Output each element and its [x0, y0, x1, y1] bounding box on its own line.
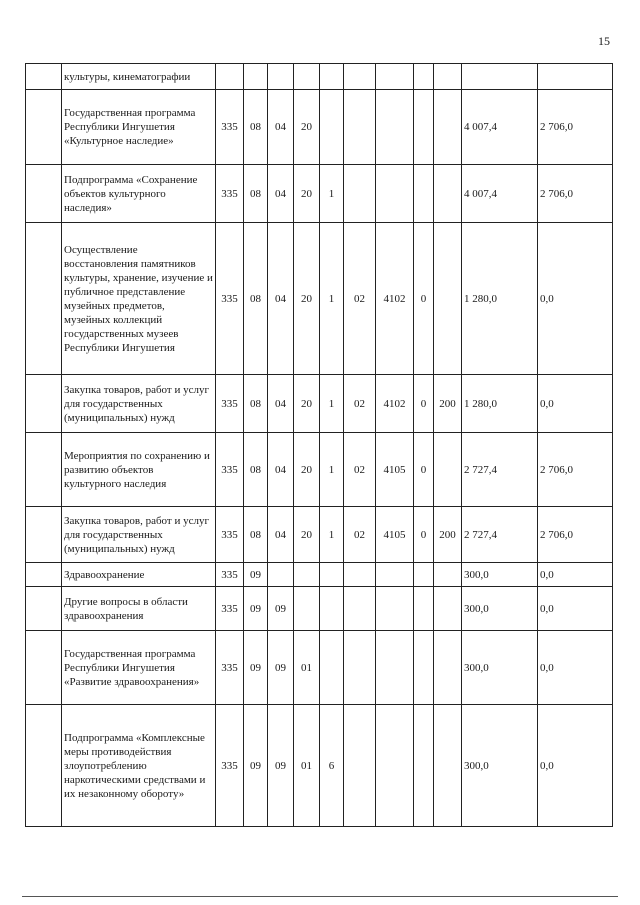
code-cell [376, 705, 414, 827]
code-cell: 02 [344, 223, 376, 375]
code-cell [376, 165, 414, 223]
code-cell [344, 705, 376, 827]
code-cell: 09 [244, 631, 268, 705]
amount-cell: 300,0 [462, 705, 538, 827]
code-cell [268, 64, 294, 90]
code-cell [344, 64, 376, 90]
amount-cell-2 [538, 64, 613, 90]
code-cell [294, 587, 320, 631]
table-row [26, 375, 613, 433]
code-cell: 335 [216, 563, 244, 587]
code-cell: 20 [294, 165, 320, 223]
code-cell: 4105 [376, 507, 414, 563]
code-cell: 01 [294, 631, 320, 705]
code-cell [376, 631, 414, 705]
code-cell: 04 [268, 165, 294, 223]
code-cell: 0 [414, 223, 434, 375]
code-cell: 08 [244, 375, 268, 433]
amount-cell-2: 0,0 [538, 587, 613, 631]
code-cell [414, 587, 434, 631]
amount-cell: 1 280,0 [462, 223, 538, 375]
code-cell [434, 223, 462, 375]
code-cell [320, 64, 344, 90]
code-cell [434, 165, 462, 223]
code-cell: 335 [216, 507, 244, 563]
row-name: Мероприятия по сохранению и развитию объектов культурного наследия [62, 433, 216, 507]
code-cell [434, 631, 462, 705]
code-cell [434, 433, 462, 507]
code-cell: 20 [294, 223, 320, 375]
row-name: Закупка товаров, работ и услуг для государственных (муниципальных) нужд [62, 375, 216, 433]
code-cell [320, 563, 344, 587]
table-row [26, 64, 613, 90]
row-name: Другие вопросы в области здравоохранения [62, 587, 216, 631]
row-name: Государственная программа Республики Ингушетия «Культурное наследие» [62, 90, 216, 165]
row-name: Здравоохранение [62, 563, 216, 587]
code-cell: 08 [244, 165, 268, 223]
table-row [26, 165, 613, 223]
code-cell: 1 [320, 165, 344, 223]
row-index-cell [26, 64, 62, 90]
code-cell [414, 563, 434, 587]
code-cell [320, 631, 344, 705]
code-cell: 335 [216, 705, 244, 827]
code-cell [414, 64, 434, 90]
code-cell [434, 587, 462, 631]
code-cell: 09 [244, 705, 268, 827]
code-cell: 04 [268, 223, 294, 375]
amount-cell-2: 2 706,0 [538, 90, 613, 165]
table-row [26, 705, 613, 827]
code-cell: 09 [244, 587, 268, 631]
row-index-cell [26, 90, 62, 165]
code-cell: 1 [320, 507, 344, 563]
row-name: культуры, кинематографии [62, 64, 216, 90]
code-cell [414, 165, 434, 223]
amount-cell: 300,0 [462, 587, 538, 631]
code-cell [268, 563, 294, 587]
code-cell: 01 [294, 705, 320, 827]
row-name: Закупка товаров, работ и услуг для государственных (муниципальных) нужд [62, 507, 216, 563]
code-cell: 1 [320, 375, 344, 433]
amount-cell: 4 007,4 [462, 165, 538, 223]
row-name: Подпрограмма «Комплексные меры противодействия злоупотреблению наркотическими средствами и их незаконному обороту» [62, 705, 216, 827]
amount-cell-2: 0,0 [538, 563, 613, 587]
code-cell [320, 90, 344, 165]
table-row [26, 631, 613, 705]
amount-cell-2: 2 706,0 [538, 165, 613, 223]
code-cell: 02 [344, 375, 376, 433]
code-cell: 4105 [376, 433, 414, 507]
code-cell: 20 [294, 433, 320, 507]
code-cell: 02 [344, 433, 376, 507]
code-cell: 335 [216, 433, 244, 507]
amount-cell-2: 0,0 [538, 223, 613, 375]
code-cell: 08 [244, 223, 268, 375]
amount-cell-2: 0,0 [538, 705, 613, 827]
code-cell: 4102 [376, 223, 414, 375]
code-cell: 200 [434, 375, 462, 433]
code-cell: 335 [216, 223, 244, 375]
table-row [26, 223, 613, 375]
amount-cell-2: 0,0 [538, 631, 613, 705]
code-cell: 09 [244, 563, 268, 587]
code-cell: 0 [414, 375, 434, 433]
code-cell [344, 631, 376, 705]
code-cell [344, 563, 376, 587]
row-index-cell [26, 563, 62, 587]
code-cell [414, 705, 434, 827]
amount-cell-2: 2 706,0 [538, 433, 613, 507]
row-index-cell [26, 433, 62, 507]
page-bottom-divider [22, 896, 618, 897]
row-index-cell [26, 223, 62, 375]
code-cell [344, 587, 376, 631]
amount-cell-2: 0,0 [538, 375, 613, 433]
code-cell [376, 90, 414, 165]
code-cell [294, 64, 320, 90]
code-cell [414, 631, 434, 705]
code-cell [376, 64, 414, 90]
amount-cell: 4 007,4 [462, 90, 538, 165]
row-index-cell [26, 165, 62, 223]
code-cell: 09 [268, 705, 294, 827]
code-cell: 335 [216, 631, 244, 705]
code-cell [434, 705, 462, 827]
amount-cell [462, 64, 538, 90]
row-index-cell [26, 705, 62, 827]
code-cell: 02 [344, 507, 376, 563]
code-cell: 0 [414, 507, 434, 563]
code-cell [294, 563, 320, 587]
code-cell: 08 [244, 90, 268, 165]
row-name: Осуществление восстановления памятников культуры, хранение, изучение и публичное представление музейных предметов, музейных коллекций государственных музеев Республики Ингушетия [62, 223, 216, 375]
row-name: Подпрограмма «Сохранение объектов культурного наследия» [62, 165, 216, 223]
code-cell: 04 [268, 90, 294, 165]
table-row [26, 90, 613, 165]
code-cell [434, 563, 462, 587]
code-cell [344, 165, 376, 223]
amount-cell-2: 2 706,0 [538, 507, 613, 563]
code-cell: 04 [268, 507, 294, 563]
code-cell: 335 [216, 90, 244, 165]
code-cell: 6 [320, 705, 344, 827]
amount-cell: 300,0 [462, 563, 538, 587]
amount-cell: 2 727,4 [462, 433, 538, 507]
code-cell: 04 [268, 375, 294, 433]
page-number: 15 [598, 34, 610, 48]
row-index-cell [26, 587, 62, 631]
code-cell: 09 [268, 587, 294, 631]
code-cell [320, 587, 344, 631]
row-index-cell [26, 631, 62, 705]
code-cell: 200 [434, 507, 462, 563]
code-cell: 08 [244, 507, 268, 563]
amount-cell: 300,0 [462, 631, 538, 705]
code-cell: 0 [414, 433, 434, 507]
code-cell: 1 [320, 223, 344, 375]
code-cell: 09 [268, 631, 294, 705]
code-cell: 08 [244, 433, 268, 507]
code-cell [244, 64, 268, 90]
code-cell: 20 [294, 375, 320, 433]
table-row [26, 563, 613, 587]
table-row [26, 507, 613, 563]
code-cell: 335 [216, 587, 244, 631]
amount-cell: 1 280,0 [462, 375, 538, 433]
table-row [26, 587, 613, 631]
row-name: Государственная программа Республики Ингушетия «Развитие здравоохранения» [62, 631, 216, 705]
code-cell: 335 [216, 375, 244, 433]
code-cell [376, 563, 414, 587]
table-row [26, 433, 613, 507]
code-cell [344, 90, 376, 165]
code-cell: 1 [320, 433, 344, 507]
code-cell [434, 90, 462, 165]
row-index-cell [26, 375, 62, 433]
code-cell: 4102 [376, 375, 414, 433]
code-cell: 20 [294, 90, 320, 165]
code-cell [434, 64, 462, 90]
budget-table [25, 63, 613, 827]
code-cell [414, 90, 434, 165]
code-cell [376, 587, 414, 631]
code-cell: 04 [268, 433, 294, 507]
code-cell: 335 [216, 165, 244, 223]
code-cell [216, 64, 244, 90]
row-index-cell [26, 507, 62, 563]
amount-cell: 2 727,4 [462, 507, 538, 563]
code-cell: 20 [294, 507, 320, 563]
